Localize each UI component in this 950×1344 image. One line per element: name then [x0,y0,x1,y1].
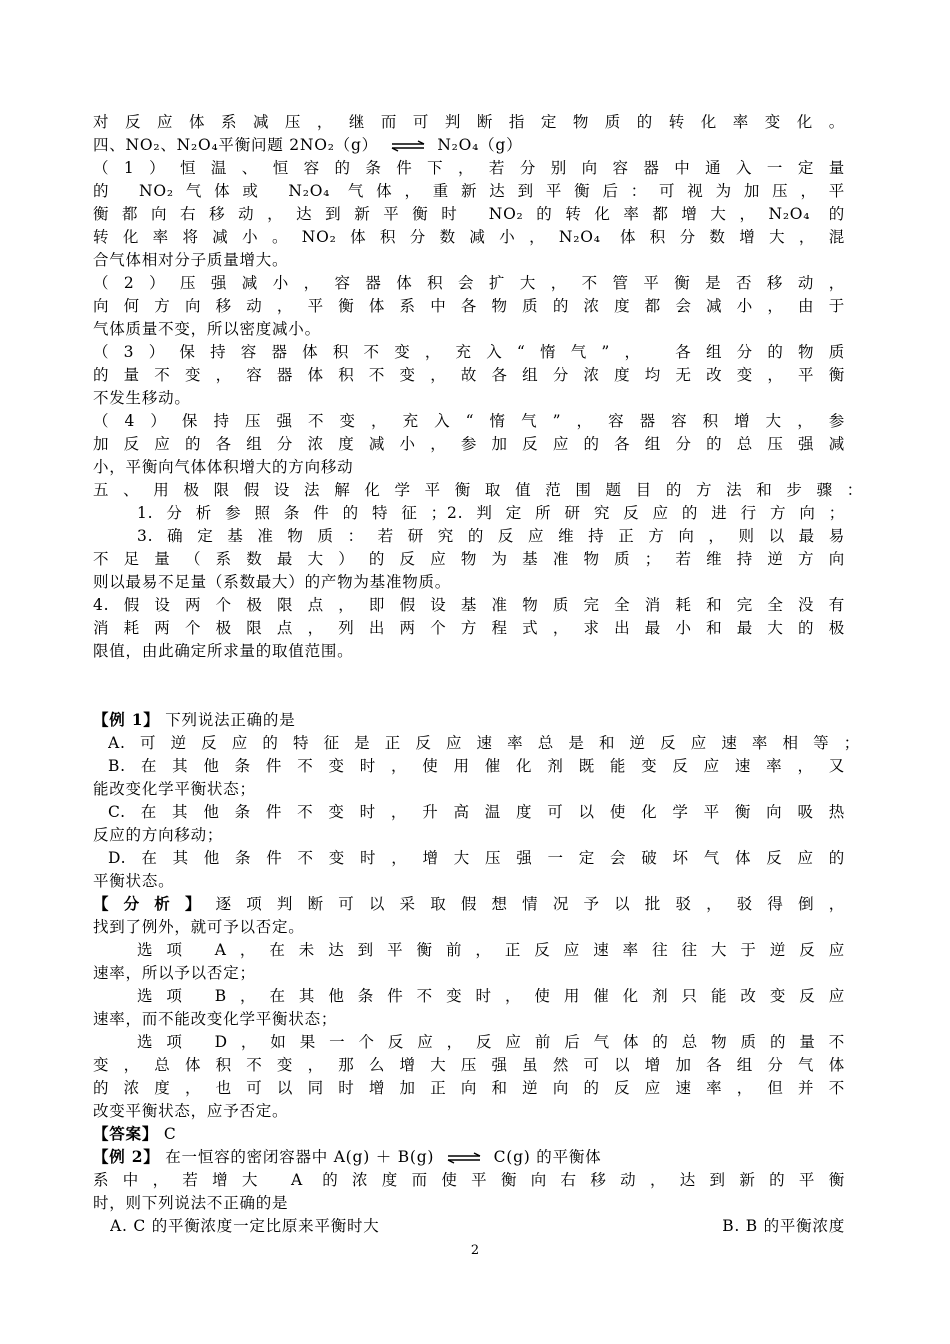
text-line: 加反应的各组分浓度减小，参加反应的各组分的总压强减 [93,435,845,453]
heading-text: 四、NO₂、N₂O₄平衡问题 2NO₂（g） [93,136,378,154]
example-2-options [110,1214,845,1238]
analysis-line: 找到了例外，就可予以否定。 [93,918,305,936]
text-line: 衡都向右移动，达到新平衡时 NO₂的转化率都增大，N₂O₄ 的 [93,205,845,223]
option-a: A.可逆反应的特征是正反应速率总是和逆反应速率相等； [108,734,860,752]
analysis-tag: 【分析】 [93,894,216,913]
text-line: 小，平衡向气体体积增大的方向移动 [93,458,354,476]
example-2-question [93,1145,845,1169]
example-2-option-a: A. C 的平衡浓度一定比原来平衡时大 [110,1217,380,1235]
example-2-text: C(g) 的平衡体 [493,1148,602,1166]
example-1-tag: 【例 1】 [93,710,160,729]
option-d-cont: 平衡状态。 [93,872,175,890]
example-1-stem: 下列说法正确的是 [165,711,296,729]
analysis-line: 改变平衡状态，应予否定。 [93,1102,289,1120]
analysis-line: 选项 B，在其他条件不变时，使用催化剂只能改变反应 [137,987,845,1005]
answer-value: C [163,1125,177,1143]
text-line: 则以最易不足量（系数最大）的产物为基准物质。 [93,573,452,591]
page-number: 2 [470,1243,480,1258]
example-1-question [93,708,845,732]
section-heading-4 [93,133,845,157]
text-line: 气体质量不变，所以密度减小。 [93,320,321,338]
heading-product: N₂O₄（g） [437,136,523,154]
answer-line [93,1122,845,1146]
text-line: （2）压强减小，容器体积会扩大，不管平衡是否移动， [93,274,845,292]
text-line: 合气体相对分子质量增大。 [93,251,289,269]
example-2-tag: 【例 2】 [93,1147,160,1166]
option-c: C.在其他条件不变时，升高温度可以使化学平衡向吸热 [108,803,845,821]
analysis-line: 速率，所以予以否定； [93,964,256,982]
equilibrium-arrows-icon [390,140,426,152]
text-line: 向何方向移动，平衡体系中各物质的浓度都会减小，由于 [93,297,845,315]
text-line: 不足量（系数最大）的反应物为基准物质；若维持逆方向 [93,550,845,568]
option-b: B.在其他条件不变时，使用催化剂既能变反应速率，又 [108,757,845,775]
text-line: 4.假设两个极限点，即假设基准物质完全消耗和完全没有 [93,596,845,614]
option-d: D.在其他条件不变时，增大压强一定会破坏气体反应的 [108,849,845,867]
text-line: 对反应体系减压，继而可判断指定物质的转化率变化。 [93,113,845,131]
text-line: 消耗两个极限点，列出两个方程式，求出最小和最大的极 [93,619,845,637]
option-b-cont: 能改变化学平衡状态； [93,780,256,798]
text-line: 的 NO₂气体或 N₂O₄ 气体，重新达到平衡后：可视为加压，平 [93,182,845,200]
text-line: （4）保持压强不变，充入“惰气”，容器容积增大，参 [93,412,845,430]
example-2-text: 在一恒容的密闭容器中 A(g) ＋ B(g) [165,1148,435,1166]
section-heading-5: 五、用极限假设法解化学平衡取值范围题目的方法和步骤： [93,481,863,499]
text-line: 不发生移动。 [93,389,191,407]
text-line: 3.确定基准物质：若研究的反应维持正方向，则以最易 [137,527,845,545]
answer-tag: 【答案】 [93,1124,159,1143]
analysis-line: 变，总体积不变，那么增大压强虽然可以增加各组分气体 [93,1056,845,1074]
analysis-line: 选项 A，在未达到平衡前，正反应速率往往大于逆反应 [137,941,845,959]
example-2-option-b: B. B 的平衡浓度 [722,1217,845,1235]
text-line: 转化率将减小。NO₂体积分数减小，N₂O₄ 体积分数增大，混 [93,228,845,246]
analysis-line [93,892,845,916]
example-2-line: 系中，若增大 A 的浓度而使平衡向右移动，达到新的平衡 [93,1171,845,1189]
example-2-line: 时，则下列说法不正确的是 [93,1194,289,1212]
text-line: 1.分析参照条件的特征；2.判定所研究反应的进行方向； [137,504,845,522]
text-line: 限值，由此确定所求量的取值范围。 [93,642,354,660]
analysis-line: 的浓度，也可以同时增加正向和逆向的反应速率，但并不 [93,1079,845,1097]
analysis-line: 速率，而不能改变化学平衡状态； [93,1010,338,1028]
text-line: 的量不变，容器体积不变，故各组分浓度均无改变，平衡 [93,366,845,384]
equilibrium-arrows-icon [446,1152,482,1164]
option-c-cont: 反应的方向移动； [93,826,224,844]
text-line: （3）保持容器体积不变，充入“惰气”， 各组分的物质 [93,343,845,361]
text-line: （1）恒温、恒容的条件下，若分别向容器中通入一定量 [93,159,845,177]
analysis-line: 选项 D，如果一个反应，反应前后气体的总物质的量不 [137,1033,845,1051]
analysis-text: 逐项判断可以采取假想情况予以批驳，驳得倒， [215,895,845,913]
